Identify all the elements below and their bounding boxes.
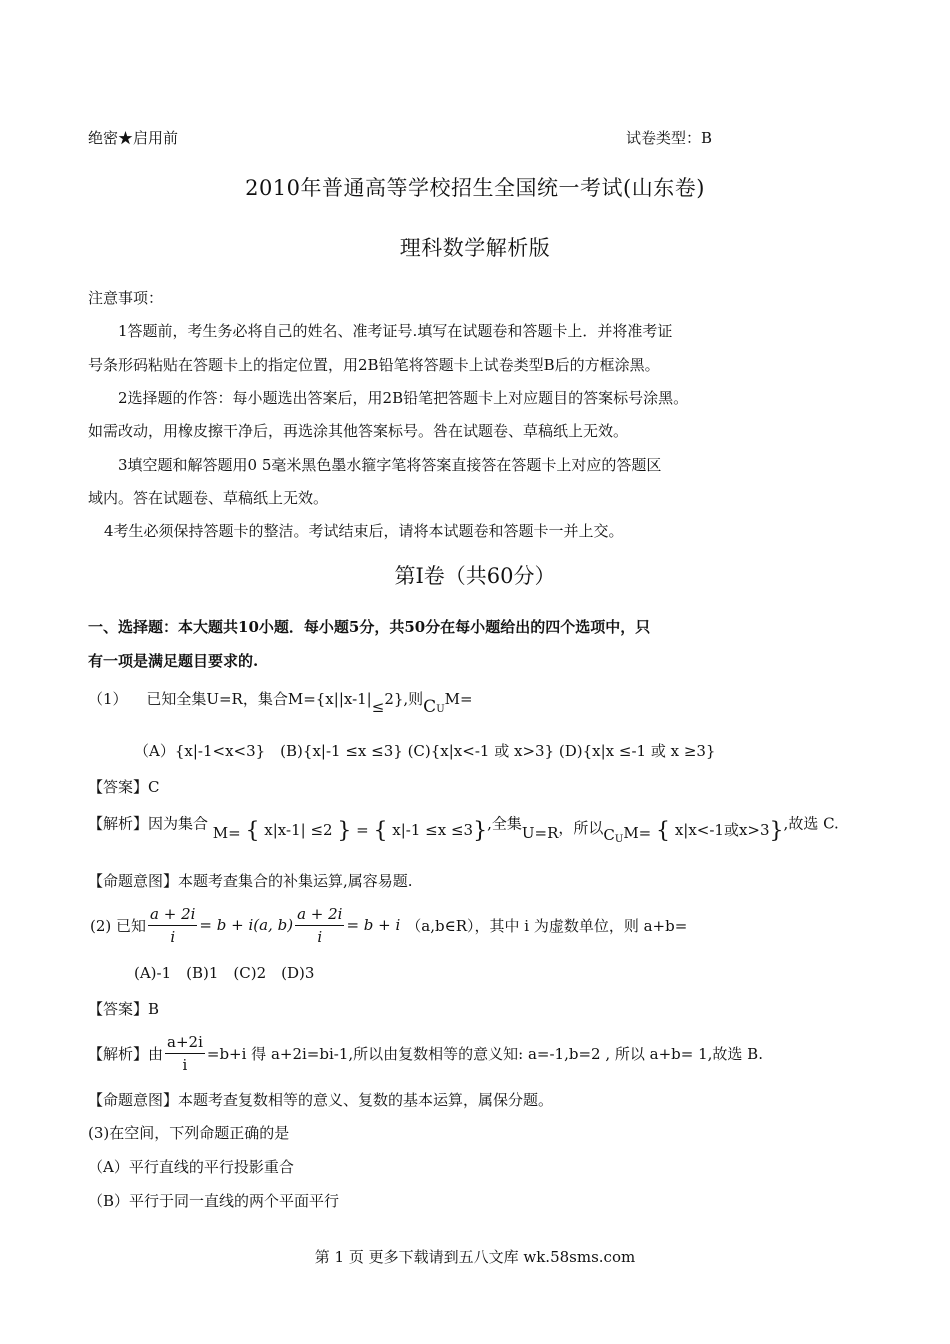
notice-line: 3填空题和解答题用0 5毫米黑色墨水箍字笔将答案直接答在答题卡上对应的答题区 bbox=[118, 456, 662, 474]
question-1-options: （A）{x|-1<x<3} (B){x|-1 ≤x ≤3} (C){x|x<-1 或 x>3} (D){x|x ≤-1 或 x ≥3} bbox=[134, 742, 716, 760]
fraction: $\frac{a + 2i}{i}$ bbox=[297, 904, 343, 946]
question-3-option-b: （B）平行于同一直线的两个平面平行 bbox=[88, 1192, 340, 1210]
fraction: $\frac{a + 2i}{i}$ bbox=[150, 904, 196, 946]
document-title: 2010年普通高等学校招生全国统一考试(山东卷) bbox=[245, 176, 705, 200]
question-1-intent: 【命题意图】本题考查集合的补集运算,属容易题. bbox=[88, 872, 413, 890]
part-heading: 有一项是满足题目要求的. bbox=[88, 652, 259, 670]
header-left: 绝密★启用前 bbox=[88, 129, 179, 147]
notice-line: 2选择题的作答：每小题选出答案后，用2B铅笔把答题卡上对应题目的答案标号涂黑。 bbox=[118, 389, 689, 407]
question-3-stem: (3)在空间，下列命题正确的是 bbox=[88, 1124, 290, 1142]
notice-line: 1答题前，考生务必将自己的姓名、准考证号.填写在试题卷和答题卡上．并将准考证 bbox=[118, 322, 673, 340]
question-2-stem: (2) 已知 $\frac{a + 2i}{i}$ = b + i(a, b) $\frac{a + 2i}{i}$ = b + i （a,b∈R），其中 i 为虚数单位，则 a+b= bbox=[90, 904, 688, 946]
notice-line: 4考生必须保持答题卡的整洁。考试结束后，请将本试题卷和答题卡一并上交。 bbox=[104, 522, 624, 540]
page-footer: 第 1 页 更多下载请到五八文库 wk.58sms.com bbox=[314, 1248, 636, 1266]
document-subtitle: 理科数学解析版 bbox=[399, 236, 551, 260]
header-right: 试卷类型：B bbox=[626, 129, 713, 147]
notice-line: 如需改动，用橡皮擦干净后，再选涂其他答案标号。咎在试题卷、草稿纸上无效。 bbox=[88, 422, 629, 440]
notice-heading: 注意事项： bbox=[88, 289, 164, 307]
notice-line: 号条形码粘贴在答题卡上的指定位置，用2B铅笔将答题卡上试卷类型B后的方框涂黑。 bbox=[88, 356, 660, 374]
question-1-analysis: 【解析】因为集合 M= { x|x-1| ≤2 } = { x|-1 ≤x ≤3},全集U=R，所以$C_UM=$ { x|x<-1或x>3},故选 C. bbox=[88, 814, 839, 845]
fraction: $\frac{a+2i}{i}$ bbox=[167, 1032, 203, 1074]
question-2-options: (A)-1 (B)1 (C)2 (D)3 bbox=[134, 964, 315, 982]
question-2-answer: 【答案】B bbox=[88, 1000, 160, 1018]
question-1-stem: （1） 已知全集U=R，集合M={x||x-1|≤2},则$C_UM=$ bbox=[88, 690, 473, 717]
question-3-option-a: （A）平行直线的平行投影重合 bbox=[88, 1158, 294, 1176]
question-1-answer: 【答案】C bbox=[88, 778, 160, 796]
question-2-intent: 【命题意图】本题考查复数相等的意义、复数的基本运算，属保分题。 bbox=[88, 1091, 554, 1109]
notice-line: 域内。答在试题卷、草稿纸上无效。 bbox=[88, 489, 329, 507]
question-2-analysis: 【解析】由 $\frac{a+2i}{i}$ =b+i 得 a+2i=bi-1,所以由复数相等的意义知: a=-1,b=2 , 所以 a+b= 1,故选 B. bbox=[88, 1032, 763, 1074]
part-heading: 一、选择题：本大题共10小题．每小题5分，共50分在每小题给出的四个选项中，只 bbox=[88, 618, 651, 636]
section-title: 第Ⅰ卷（共60分） bbox=[394, 564, 556, 588]
